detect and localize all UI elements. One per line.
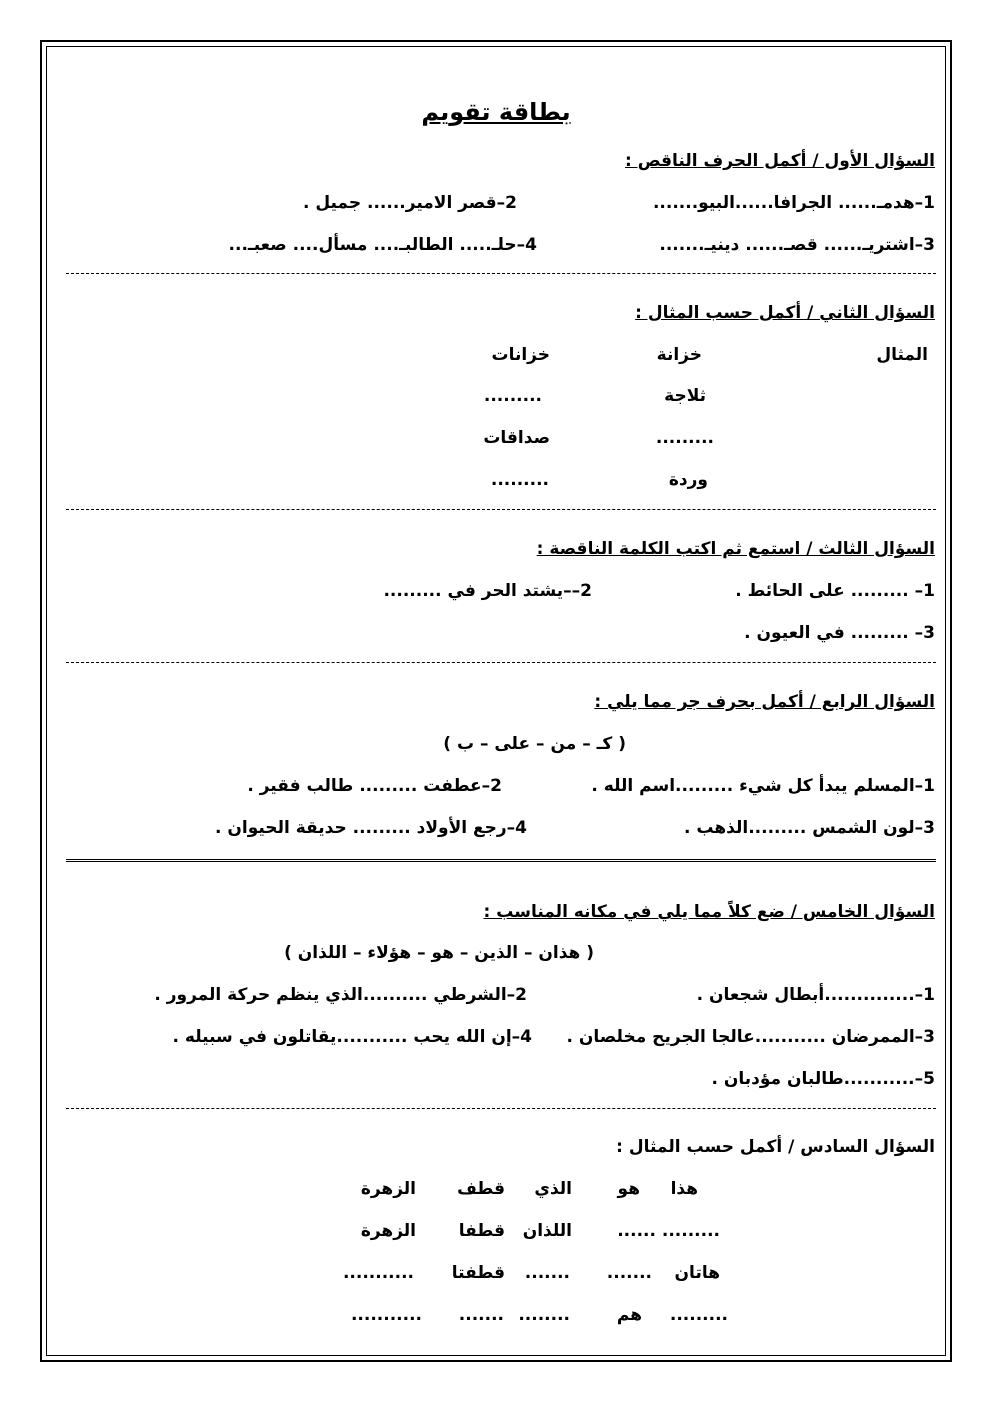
q6-r4-c3: ........ xyxy=(518,1305,570,1325)
q5-choices: ( هذان – الذين – هو – هؤلاء – اللذان ) xyxy=(284,943,594,963)
q4-item-4: 4–رجع الأولاد ......... حديقة الحيوان . xyxy=(215,818,527,838)
q4-heading: السؤال الرابع / أكمل بحرف جر مما يلي : xyxy=(594,692,935,712)
q6-r1-c4: قطف xyxy=(457,1179,505,1199)
q5-item-3: 3–الممرضان ...........عالجا الجريح مخلصان . xyxy=(566,1027,935,1047)
q1-item-2: 2–قصر الامير...... جميل . xyxy=(302,193,517,213)
q5-item-2: 2–الشرطي ..........الذي ينظم حركة المرور . xyxy=(154,985,527,1005)
q6-r4-c5: ........... xyxy=(350,1305,422,1325)
q6-r4-c4: ....... xyxy=(458,1305,504,1325)
q6-r1-c3: الذي xyxy=(534,1179,572,1199)
q4-choices: ( كـ – من – على – ب ) xyxy=(443,734,626,754)
q6-r1-c1: هذا xyxy=(670,1179,698,1199)
q6-r2-c4: قطفا xyxy=(458,1221,505,1241)
q6-r1-c5: الزهرة xyxy=(360,1179,416,1199)
q2-row4-plural: ......... xyxy=(490,470,549,490)
q5-heading: السؤال الخامس / ضع كلاً مما يلي في مكانه المناسب : xyxy=(483,902,935,922)
q2-row1-plural: خزانات xyxy=(491,345,550,365)
page-title: بطاقة تقويم xyxy=(421,98,571,126)
q3-heading: السؤال الثالث / استمع ثم اكتب الكلمة الناقصة : xyxy=(536,539,935,559)
q2-row2-plural: ......... xyxy=(483,386,542,406)
q4-item-3: 3–لون الشمس .........الذهب . xyxy=(684,818,935,838)
q3-item-3: 3– ......... في العيون . xyxy=(744,623,935,643)
q2-row4-singular: وردة xyxy=(668,470,708,490)
q6-r2-c5: الزهرة xyxy=(360,1221,416,1241)
q4-item-1: 1–المسلم يبدأ كل شيء .........اسم الله . xyxy=(591,776,935,796)
q5-item-4: 4–إن الله يحب ...........يقاتلون في سبيله . xyxy=(172,1027,532,1047)
separator xyxy=(66,1108,936,1109)
separator-double xyxy=(66,859,936,862)
q6-r2-c1: ......... ...... xyxy=(617,1221,720,1241)
separator xyxy=(66,509,936,510)
q3-item-2: 2––يشتد الحر في ......... xyxy=(383,581,592,601)
q1-item-4: 4–حلـ..... الطالبـ.... مسأل.... صعبـ... xyxy=(228,235,537,255)
q2-heading: السؤال الثاني / أكمل حسب المثال : xyxy=(635,303,935,323)
q6-r3-c1: هاتان xyxy=(674,1263,720,1283)
q6-r1-c2: هو xyxy=(617,1179,640,1199)
q5-item-1: 1–..............أبطال شجعان . xyxy=(696,985,935,1005)
q6-r3-c3: ....... xyxy=(524,1263,570,1283)
separator xyxy=(66,662,936,663)
q6-r2-c3: اللذان xyxy=(522,1221,572,1241)
q6-heading: السؤال السادس / أكمل حسب المثال : xyxy=(616,1137,935,1157)
q4-item-2: 2–عطفت ......... طالب فقير . xyxy=(247,776,502,796)
q6-r3-c2: ....... xyxy=(606,1263,652,1283)
q3-item-1: 1– ......... على الحائط . xyxy=(735,581,935,601)
q1-heading: السؤال الأول / أكمل الحرف الناقص : xyxy=(625,151,935,171)
q6-r4-c1: ......... xyxy=(669,1305,728,1325)
q2-row2-singular: ثلاجة xyxy=(664,386,706,406)
q5-item-5: 5–...........طالبان مؤدبان . xyxy=(711,1069,935,1089)
q6-r4-c2: هم xyxy=(616,1305,642,1325)
q2-row3-singular: ......... xyxy=(655,428,714,448)
q1-item-3: 3–اشتريـ...... قصـ...... دينيـ....... xyxy=(659,235,935,255)
q1-item-1: 1–هدمـ...... الجرافا......البيو....... xyxy=(652,193,935,213)
q6-r3-c5: ........... xyxy=(342,1263,414,1283)
q2-example-label: المثال xyxy=(876,345,928,365)
q6-r3-c4: قطفتا xyxy=(451,1263,505,1283)
separator xyxy=(66,273,936,274)
q2-row3-plural: صداقات xyxy=(483,428,550,448)
q2-row1-singular: خزانة xyxy=(656,345,702,365)
